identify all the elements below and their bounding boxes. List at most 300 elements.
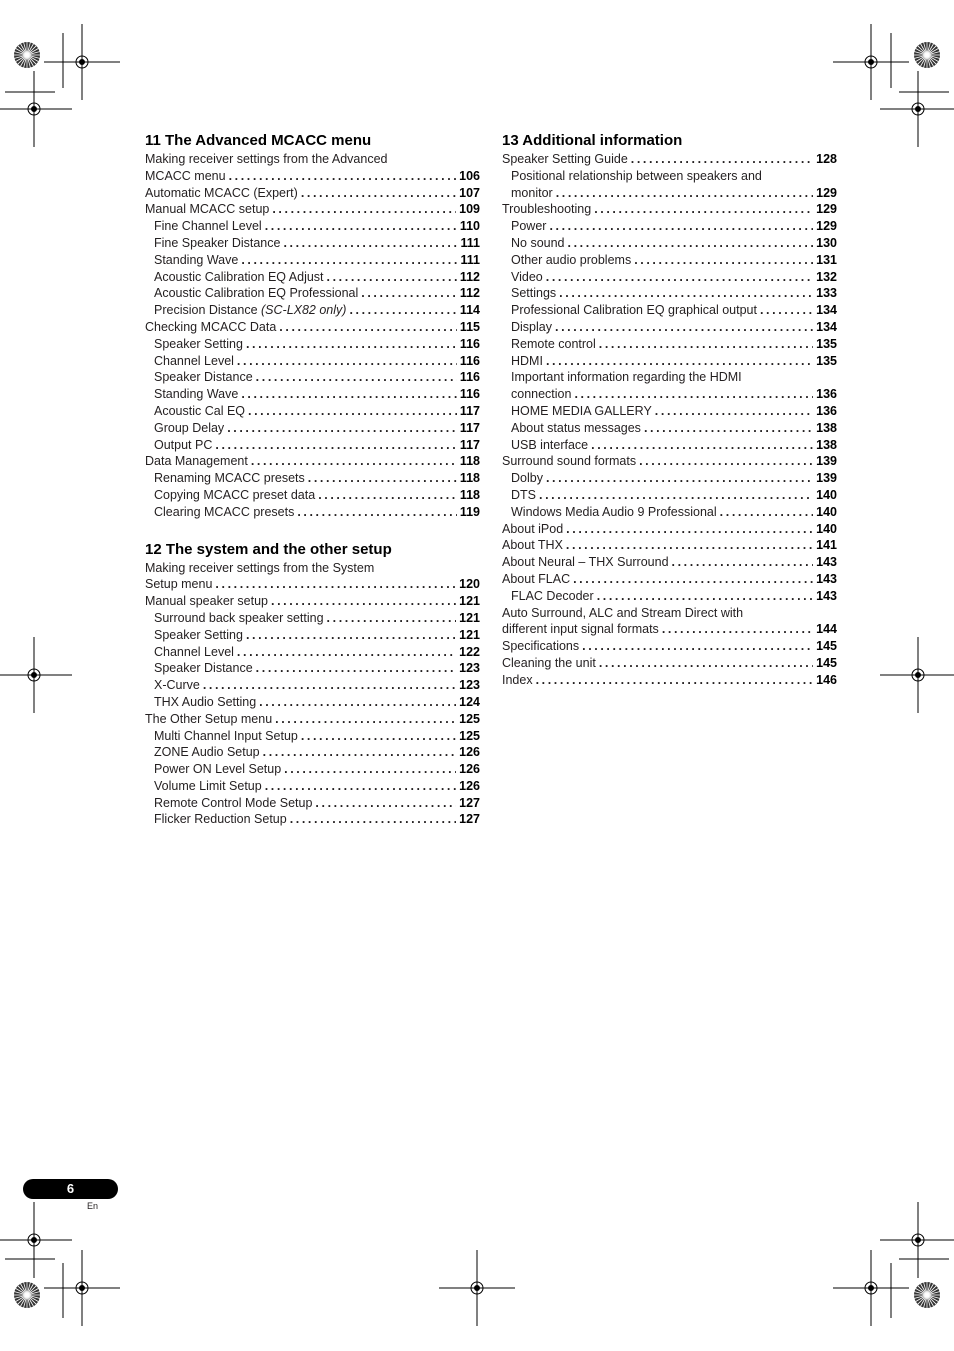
toc-entry-page: 129 (816, 219, 837, 234)
dot-leader (566, 537, 813, 554)
toc-entry-page: 111 (460, 252, 480, 267)
toc-entry-page: 140 (816, 521, 837, 536)
toc-entry-title: monitor (511, 185, 553, 200)
toc-entry-page: 116 (459, 336, 480, 351)
toc-entry[interactable] (502, 403, 837, 420)
dot-leader (349, 302, 456, 319)
toc-entry-page: 132 (816, 269, 837, 284)
toc-entry[interactable] (502, 537, 837, 554)
toc-entry-page: 119 (459, 504, 480, 519)
dot-leader (639, 453, 813, 470)
toc-entry[interactable] (145, 610, 480, 627)
toc-entry-title: Auto Surround, ALC and Stream Direct with (502, 605, 744, 620)
toc-entry-page: 146 (816, 672, 837, 687)
toc-entry[interactable] (502, 437, 837, 454)
toc-entry-title: Fine Speaker Distance (154, 235, 281, 250)
toc-entry-page: 128 (816, 152, 837, 166)
toc-entry[interactable] (502, 554, 837, 571)
toc-entry-list (145, 560, 480, 829)
toc-entry[interactable] (145, 185, 480, 202)
toc-entry[interactable] (145, 744, 480, 761)
toc-entry-page: 139 (816, 471, 837, 486)
toc-entry-page: 130 (816, 235, 837, 250)
toc-entry-page: 145 (816, 639, 837, 654)
toc-entry[interactable] (502, 672, 837, 689)
toc-entry-title: Important information regarding the HDMI (511, 370, 742, 385)
toc-entry-title: About Neural – THX Surround (502, 555, 669, 570)
dot-leader (259, 694, 456, 711)
toc-entry-title: Acoustic Cal EQ (154, 403, 246, 418)
toc-entry-label (502, 605, 743, 622)
dot-leader (599, 336, 813, 353)
toc-entry-title: Index (502, 672, 533, 687)
toc-entry-title: Precision Distance (154, 303, 258, 318)
toc-entry-label (145, 201, 269, 218)
toc-entry-label (511, 403, 652, 420)
toc-entry[interactable] (145, 319, 480, 336)
toc-entry-label (154, 353, 234, 370)
dot-leader (301, 728, 456, 745)
toc-entry-title: Display (511, 319, 552, 334)
toc-entry-title: ZONE Audio Setup (154, 745, 260, 760)
dot-leader (203, 677, 456, 694)
dot-leader (644, 420, 813, 437)
toc-entry-label (511, 319, 552, 336)
toc-entry[interactable] (145, 235, 480, 252)
toc-entry-page: 140 (816, 487, 837, 502)
dot-leader (237, 644, 456, 661)
toc-entry-title: No sound (511, 235, 565, 250)
toc-entry-label (154, 252, 238, 269)
toc-entry-title: Acoustic Calibration EQ Adjust (154, 269, 324, 284)
toc-entry-label (154, 369, 253, 386)
toc-entry-label (154, 487, 315, 504)
toc-entry[interactable] (502, 302, 837, 319)
toc-entry-label (511, 353, 543, 370)
toc-entry-title: Setup menu (145, 577, 213, 592)
toc-entry-page: 110 (459, 219, 480, 234)
toc-entry-title: Positional relationship between speakers and (511, 168, 762, 183)
toc-right-column (502, 131, 837, 689)
toc-entry[interactable] (145, 644, 480, 661)
toc-entry-page: 126 (459, 778, 480, 793)
toc-entry[interactable] (502, 638, 837, 655)
toc-entry-label (511, 336, 596, 353)
toc-entry-label (154, 728, 298, 745)
dot-leader (582, 638, 813, 655)
toc-entry[interactable] (502, 185, 837, 202)
toc-entry[interactable] (502, 521, 837, 538)
toc-entry[interactable] (502, 285, 837, 302)
toc-entry-label (154, 386, 238, 403)
toc-entry-list (145, 151, 480, 521)
toc-entry-label (145, 711, 272, 728)
toc-entry-title: DTS (511, 487, 536, 502)
toc-entry[interactable] (502, 269, 837, 286)
toc-entry-title: Manual speaker setup (145, 594, 268, 609)
toc-entry-label (154, 437, 212, 454)
toc-entry[interactable] (502, 386, 837, 403)
dot-leader (265, 778, 456, 795)
toc-entry-label (511, 437, 588, 454)
toc-entry-label (511, 269, 543, 286)
toc-entry-title: Surround back speaker setting (154, 610, 324, 625)
toc-entry-title: Speaker Distance (154, 661, 253, 676)
toc-entry[interactable] (502, 319, 837, 336)
dot-leader (318, 487, 457, 504)
toc-entry-title: Renaming MCACC presets (154, 471, 305, 486)
toc-entry-title: USB interface (511, 437, 589, 452)
toc-entry-title: About status messages (511, 420, 641, 435)
toc-entry-title: Standing Wave (154, 387, 239, 402)
toc-entry (502, 369, 837, 386)
section-heading: 13 Additional information (502, 132, 683, 149)
toc-entry-label (154, 336, 243, 353)
toc-entry-page: 129 (816, 202, 837, 217)
dot-leader (246, 627, 456, 644)
toc-entry[interactable] (145, 795, 480, 812)
dot-leader (301, 185, 456, 202)
toc-entry-label (511, 420, 641, 437)
dot-leader (272, 201, 456, 218)
dot-leader (271, 593, 456, 610)
dot-leader (539, 487, 813, 504)
toc-entry[interactable] (145, 369, 480, 386)
toc-entry-label (502, 453, 636, 470)
toc-entry-title: Manual MCACC setup (145, 202, 270, 217)
toc-entry-label (502, 151, 628, 168)
dot-leader (536, 672, 814, 689)
toc-entry-label (154, 285, 358, 302)
toc-entry-label (154, 761, 281, 778)
dot-leader (634, 252, 813, 269)
toc-entry-title: Clearing MCACC presets (154, 504, 295, 519)
toc-entry[interactable] (145, 576, 480, 593)
toc-entry-page: 121 (459, 627, 480, 642)
toc-entry-page: 141 (816, 538, 837, 553)
toc-entry-title: Remote Control Mode Setup (154, 795, 313, 810)
toc-entry-title: Specifications (502, 639, 580, 654)
toc-entry[interactable] (145, 437, 480, 454)
dot-leader (263, 744, 457, 761)
toc-entry-label (154, 795, 312, 812)
toc-entry[interactable] (145, 285, 480, 302)
toc-entry-title: different input signal formats (502, 622, 659, 637)
toc-entry[interactable] (502, 571, 837, 588)
toc-entry[interactable] (145, 353, 480, 370)
toc-entry[interactable] (145, 660, 480, 677)
toc-entry-label (511, 386, 571, 403)
dot-leader (283, 235, 457, 252)
toc-entry-page: 127 (459, 812, 480, 827)
toc-entry-title: Cleaning the unit (502, 655, 596, 670)
toc-entry-page: 121 (459, 594, 480, 609)
toc-entry-page: 109 (459, 202, 480, 217)
toc-entry-page: 140 (816, 504, 837, 519)
toc-entry-title: Dolby (511, 471, 543, 486)
dot-leader (568, 235, 814, 252)
toc-entry-title: Power ON Level Setup (154, 762, 282, 777)
toc-entry[interactable] (145, 269, 480, 286)
toc-entry[interactable] (145, 627, 480, 644)
toc-entry-title: Power (511, 219, 547, 234)
toc-entry-label (145, 151, 387, 168)
dot-leader (251, 453, 457, 470)
toc-entry-label (154, 811, 287, 828)
toc-entry-title: About FLAC (502, 571, 571, 586)
toc-entry[interactable] (145, 487, 480, 504)
toc-entry-page: 138 (816, 437, 837, 452)
toc-entry[interactable] (502, 201, 837, 218)
toc-entry[interactable] (145, 728, 480, 745)
dot-leader (297, 504, 457, 521)
toc-entry-title: THX Audio Setting (154, 694, 257, 709)
toc-entry[interactable] (145, 420, 480, 437)
toc-entry-page: 143 (816, 555, 837, 570)
toc-entry-page: 144 (816, 622, 837, 637)
dot-leader (215, 437, 456, 454)
toc-entry[interactable] (145, 761, 480, 778)
toc-entry-page: 118 (459, 487, 480, 502)
dot-leader (241, 386, 457, 403)
toc-entry-label (145, 185, 298, 202)
toc-entry-page: 125 (459, 711, 480, 726)
toc-entry-page: 106 (459, 168, 480, 183)
toc-entry[interactable] (145, 201, 480, 218)
toc-entry[interactable] (145, 593, 480, 610)
dot-leader (556, 185, 813, 202)
toc-entry-title: Windows Media Audio 9 Professional (511, 504, 717, 519)
toc-entry-page: 122 (459, 644, 480, 659)
toc-entry-label (511, 235, 565, 252)
toc-entry[interactable] (145, 694, 480, 711)
dot-leader (546, 470, 813, 487)
toc-entry-page: 145 (816, 655, 837, 670)
toc-entry-label (502, 554, 669, 571)
toc-entry[interactable] (145, 218, 480, 235)
toc-entry-label (502, 537, 563, 554)
toc-entry-label (502, 571, 570, 588)
section-heading: 11 The Advanced MCACC menu (145, 132, 372, 149)
dot-leader (279, 319, 457, 336)
toc-entry-title: X-Curve (154, 678, 200, 693)
toc-entry-title: HDMI (511, 353, 543, 368)
dot-leader (256, 660, 456, 677)
toc-entry[interactable] (145, 403, 480, 420)
toc-entry-page: 139 (816, 454, 837, 469)
toc-entry[interactable] (502, 151, 837, 168)
toc-entry-page: 143 (816, 571, 837, 586)
dot-leader (566, 521, 813, 538)
toc-entry[interactable] (145, 778, 480, 795)
toc-entry-label (502, 621, 659, 638)
toc-entry-title: Fine Channel Level (154, 219, 262, 234)
toc-entry-title: Remote control (511, 336, 596, 351)
toc-entry[interactable] (502, 504, 837, 521)
dot-leader (546, 269, 813, 286)
toc-entry-page: 136 (816, 387, 837, 402)
toc-entry-title: Speaker Setting Guide (502, 152, 628, 166)
toc-entry-title: Speaker Distance (154, 370, 253, 385)
dot-leader (248, 403, 457, 420)
dot-leader (215, 576, 456, 593)
toc-entry[interactable] (502, 470, 837, 487)
toc-entry-page: 121 (459, 610, 480, 625)
dot-leader (631, 151, 813, 168)
toc-entry-page: 126 (459, 762, 480, 777)
toc-entry[interactable] (145, 168, 480, 185)
toc-entry[interactable] (502, 621, 837, 638)
toc-entry-label (154, 403, 245, 420)
toc-entry-page: 120 (459, 577, 480, 592)
toc-entry-title: Acoustic Calibration EQ Professional (154, 286, 359, 301)
toc-entry[interactable] (145, 386, 480, 403)
dot-leader (555, 319, 813, 336)
toc-entry-page: 117 (459, 437, 480, 452)
dot-leader (662, 621, 813, 638)
toc-entry[interactable] (502, 420, 837, 437)
toc-entry-page: 136 (816, 403, 837, 418)
toc-entry[interactable] (145, 677, 480, 694)
toc-left-column (145, 131, 480, 828)
dot-leader (229, 168, 457, 185)
toc-entry[interactable] (502, 218, 837, 235)
dot-leader (327, 269, 457, 286)
toc-entry-title: Settings (511, 286, 557, 301)
toc-entry-title: Channel Level (154, 353, 234, 368)
dot-leader (573, 571, 813, 588)
dot-leader (290, 811, 456, 828)
dot-leader (559, 285, 813, 302)
toc-entry-label (154, 677, 200, 694)
toc-entry[interactable] (502, 487, 837, 504)
toc-entry-title: About iPod (502, 521, 564, 536)
toc-entry-page: 125 (459, 728, 480, 743)
toc-entry-label (154, 470, 305, 487)
toc-entry-label (154, 420, 224, 437)
toc-entry-label (502, 672, 533, 689)
toc-entry[interactable] (145, 470, 480, 487)
toc-entry-title: Checking MCACC Data (145, 319, 277, 334)
toc-entry[interactable] (502, 588, 837, 605)
dot-leader (594, 201, 813, 218)
toc-entry[interactable] (145, 336, 480, 353)
toc-entry-label (511, 185, 553, 202)
dot-leader (265, 218, 457, 235)
toc-entry-label (145, 168, 226, 185)
toc-entry-page: 138 (816, 420, 837, 435)
toc-entry[interactable] (502, 336, 837, 353)
toc-entry-title: Speaker Setting (154, 336, 243, 351)
toc-entry-model-note: (SC-LX82 only) (261, 303, 347, 318)
dot-leader (241, 252, 457, 269)
toc-entry[interactable] (502, 353, 837, 370)
toc-entry[interactable] (502, 252, 837, 269)
toc-entry-title: MCACC menu (145, 168, 226, 183)
toc-entry-title: Standing Wave (154, 252, 239, 267)
toc-entry-title: Copying MCACC preset data (154, 487, 316, 502)
dot-leader (546, 353, 813, 370)
toc-entry[interactable] (145, 302, 480, 319)
toc-entry-label (154, 778, 262, 795)
toc-entry-page: 131 (816, 252, 837, 267)
toc-entry-label (145, 593, 268, 610)
toc-entry-label (511, 252, 631, 269)
toc-entry-title: Troubleshooting (502, 202, 592, 217)
toc-entry-page: 118 (459, 471, 480, 486)
toc-entry-label (145, 319, 276, 336)
toc-entry-title: Volume Limit Setup (154, 778, 262, 793)
dot-leader (246, 336, 457, 353)
dot-leader (597, 588, 813, 605)
toc-entry[interactable] (502, 235, 837, 252)
toc-entry-title: Surround sound formats (502, 454, 637, 469)
toc-entry-page: 129 (816, 185, 837, 200)
dot-leader (591, 437, 813, 454)
toc-entry-title: Professional Calibration EQ graphical output (511, 303, 757, 318)
toc-entry-page: 116 (459, 387, 480, 402)
toc-entry[interactable] (145, 811, 480, 828)
toc-entry[interactable] (502, 453, 837, 470)
toc-entry-title: About THX (502, 538, 563, 553)
toc-entry-title: Group Delay (154, 420, 225, 435)
toc-entry (502, 605, 837, 622)
dot-leader (315, 795, 456, 812)
toc-entry-label (511, 218, 546, 235)
section-heading: 12 The system and the other setup (145, 540, 392, 558)
toc-entry-page: 116 (459, 353, 480, 368)
toc-entry-page: 135 (816, 353, 837, 368)
toc-entry-page: 124 (459, 694, 480, 709)
toc-entry (145, 151, 480, 168)
toc-entry-label (502, 638, 579, 655)
toc-entry-label (154, 644, 234, 661)
toc-entry[interactable] (145, 453, 480, 470)
toc-entry-page: 107 (459, 185, 480, 200)
toc-entry-label (154, 694, 256, 711)
toc-entry-title: Making receiver settings from the System (145, 560, 375, 575)
toc-entry[interactable] (145, 504, 480, 521)
toc-entry-label (154, 744, 260, 761)
toc-entry-title: The Other Setup menu (145, 711, 273, 726)
dot-leader (275, 711, 456, 728)
toc-entry[interactable] (145, 711, 480, 728)
dot-leader (361, 285, 457, 302)
dot-leader (284, 761, 456, 778)
toc-entry-label (154, 504, 294, 521)
toc-entry[interactable] (502, 655, 837, 672)
toc-entry-label (502, 201, 591, 218)
toc-entry-title: connection (511, 387, 572, 402)
toc-entry-label (511, 470, 543, 487)
toc-entry-page: 134 (816, 303, 837, 318)
toc-entry-label (154, 218, 262, 235)
toc-entry-label (154, 302, 346, 319)
toc-entry-title: HOME MEDIA GALLERY (511, 403, 652, 418)
toc-entry[interactable] (145, 252, 480, 269)
toc-entry-page: 117 (459, 420, 480, 435)
toc-entry-page: 115 (459, 319, 480, 334)
dot-leader (549, 218, 813, 235)
toc-entry-page: 126 (459, 745, 480, 760)
toc-entry-page: 118 (459, 454, 480, 469)
toc-entry-label (145, 453, 248, 470)
toc-entry-label (511, 369, 742, 386)
toc-entry-page: 116 (459, 370, 480, 385)
toc-entry-label (511, 302, 757, 319)
toc-entry-label (511, 168, 762, 185)
toc-entry-title: Other audio problems (511, 252, 632, 267)
